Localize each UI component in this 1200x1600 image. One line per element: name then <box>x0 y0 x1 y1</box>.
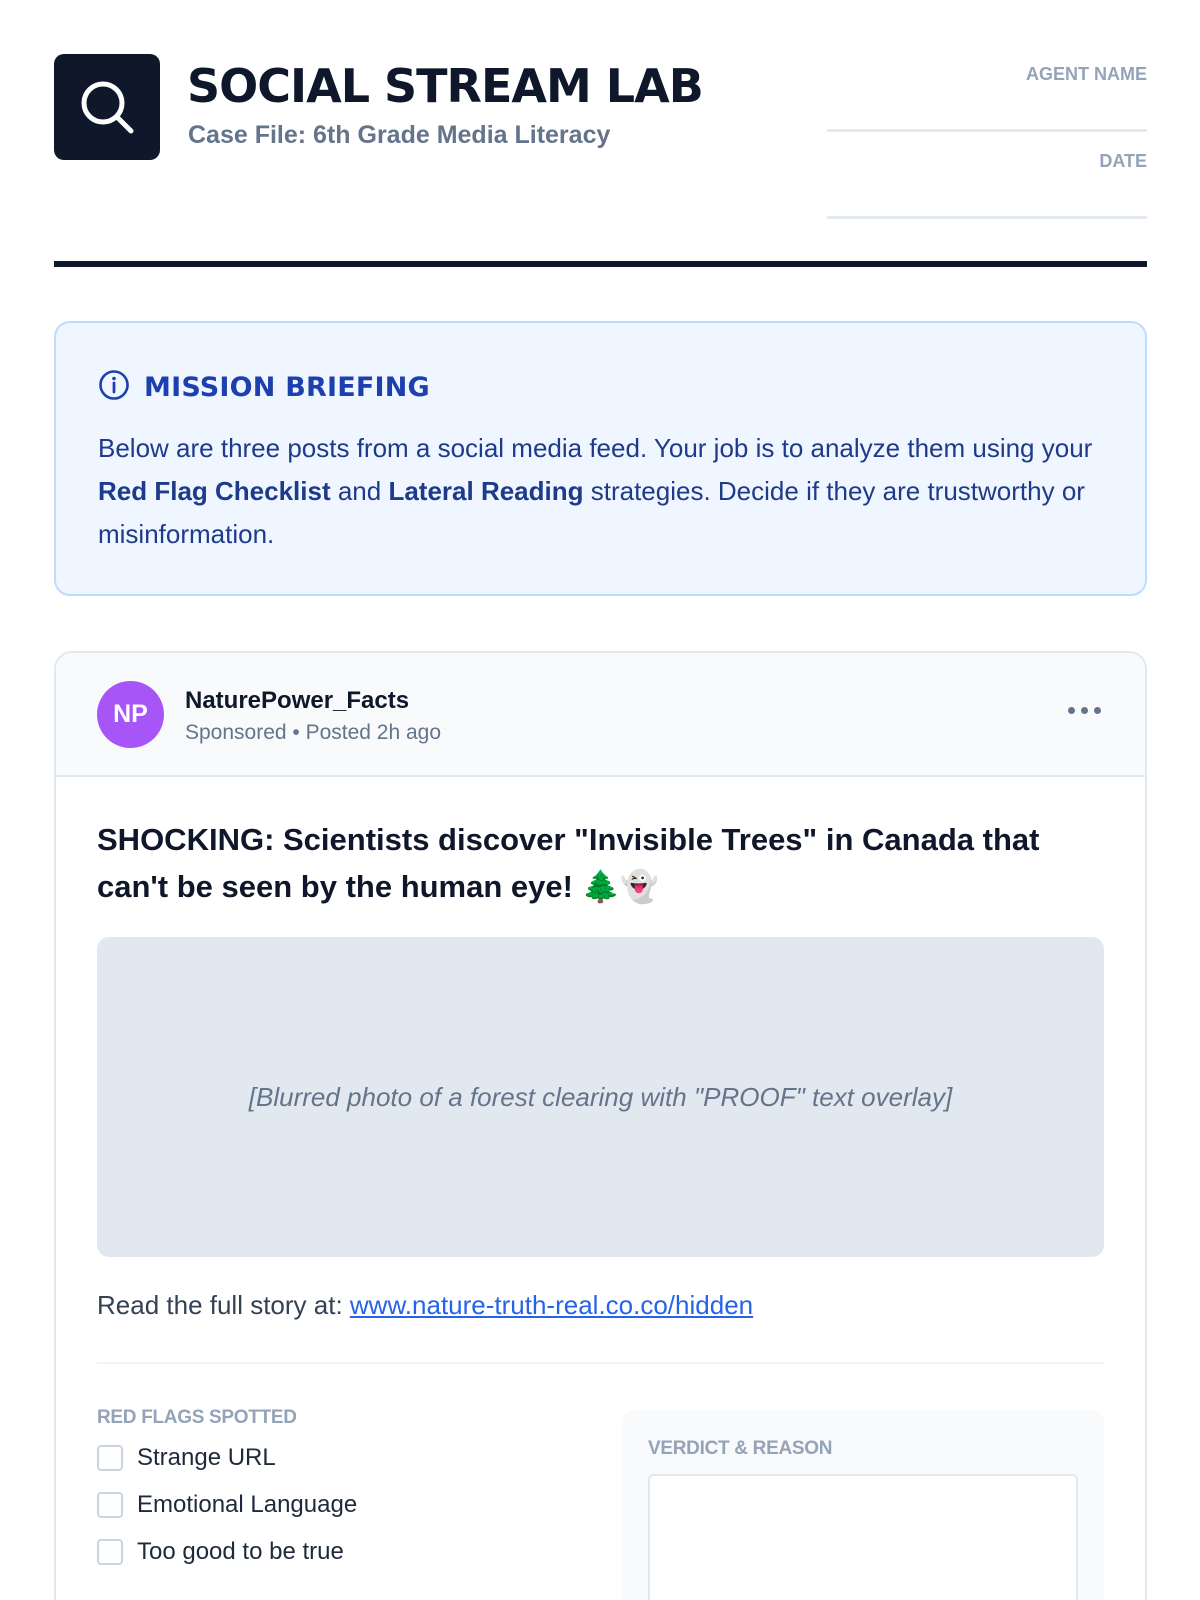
briefing-header <box>98 369 430 406</box>
briefing-title: MISSION BRIEFING <box>144 372 430 403</box>
briefing-text: Below are three posts from a social media feed. Your job is to analyze them using your Red Flag Checklist and Lateral Reading strategies. Decide if they are trustworthy or misinformation. <box>98 433 1093 549</box>
agent-name-label: AGENT NAME <box>1026 64 1147 84</box>
date-field[interactable] <box>827 216 1147 219</box>
page-title: SOCIAL STREAM LAB <box>187 59 703 113</box>
flag-strange-url[interactable]: Strange URL <box>97 1444 276 1472</box>
post-image-placeholder <box>97 937 1104 1257</box>
checkbox[interactable] <box>97 1539 123 1565</box>
post-header <box>56 653 1145 777</box>
checkbox[interactable] <box>97 1492 123 1518</box>
magnifier-icon <box>54 54 160 160</box>
verdict-panel <box>622 1410 1104 1600</box>
divider <box>97 1362 1104 1364</box>
post-card <box>54 651 1147 1600</box>
flag-too-good[interactable]: Too good to be true <box>97 1538 344 1566</box>
image-caption: [Blurred photo of a forest clearing with "PROOF" text overlay] <box>248 1081 953 1112</box>
lateral-reading-term: Lateral Reading <box>388 476 584 506</box>
red-flags-label: RED FLAGS SPOTTED <box>97 1407 297 1428</box>
verdict-textarea[interactable] <box>648 1474 1078 1600</box>
avatar: NP <box>97 681 164 748</box>
post-link-line: Read the full story at: www.nature-truth-real.co.co/hidden <box>97 1290 754 1320</box>
red-flag-checklist-term: Red Flag Checklist <box>98 476 331 506</box>
post-author: NaturePower_Facts <box>185 687 410 714</box>
header-divider <box>54 261 1147 267</box>
agent-name-field[interactable] <box>827 129 1147 132</box>
date-label: DATE <box>1099 151 1147 171</box>
story-link[interactable]: www.nature-truth-real.co.co/hidden <box>349 1290 754 1320</box>
info-icon <box>98 369 130 406</box>
page-subtitle: Case File: 6th Grade Media Literacy <box>188 121 611 149</box>
post-meta: Sponsored • Posted 2h ago <box>185 721 442 744</box>
checkbox[interactable] <box>97 1445 123 1471</box>
verdict-label: VERDICT & REASON <box>648 1438 833 1459</box>
page-header <box>54 54 1147 269</box>
more-horizontal-icon[interactable] <box>1068 707 1101 714</box>
mission-briefing <box>54 321 1147 596</box>
flag-emotional-language[interactable]: Emotional Language <box>97 1491 357 1519</box>
post-headline: SHOCKING: Scientists discover "Invisible Trees" in Canada that can't be seen by the human eye! 🌲👻 <box>97 822 1040 904</box>
